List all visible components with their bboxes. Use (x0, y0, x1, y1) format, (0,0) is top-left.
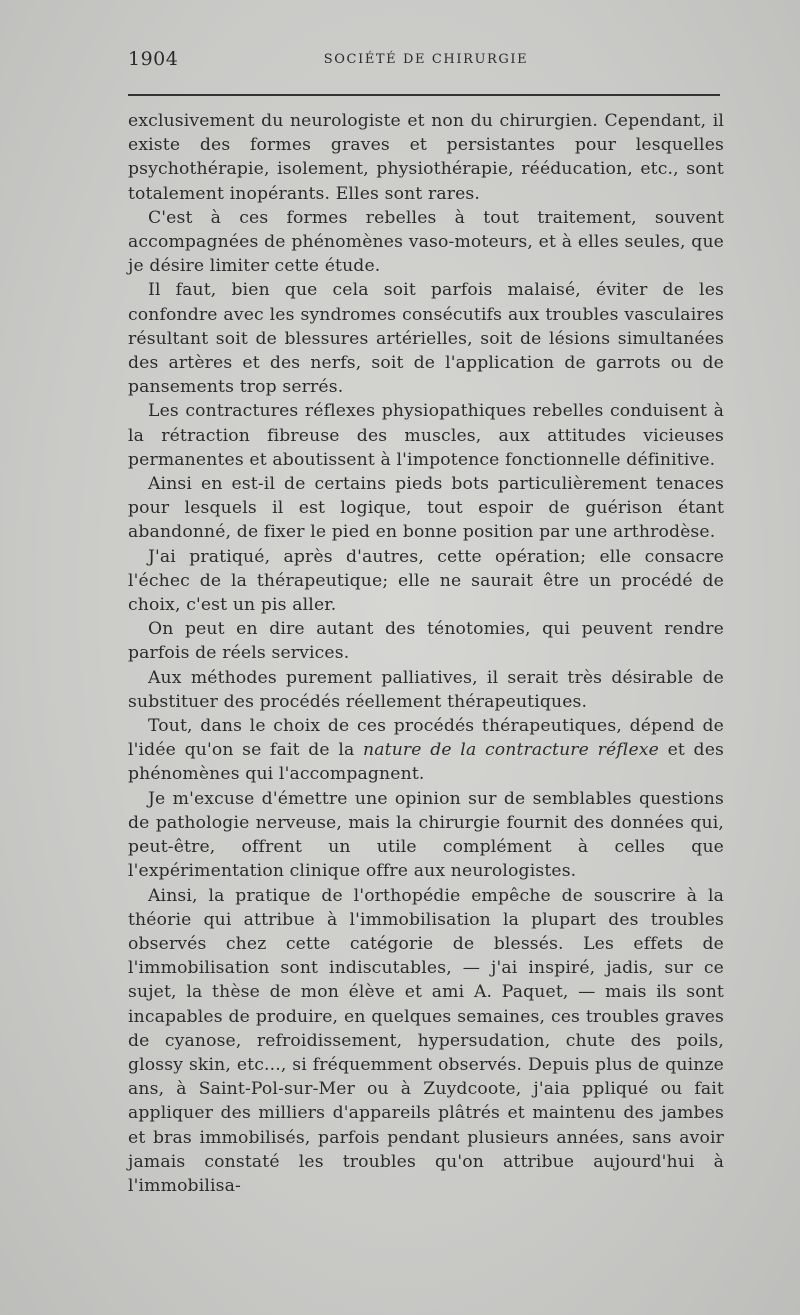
paragraph-4: Les contractures réflexes physiopathiques rebelles conduisent à la rétraction fibreuse des muscles, aux attitudes vicieuses permanentes et aboutissent à l'impotence fonctionnelle définitive. (128, 401, 724, 470)
paragraph-10: Je m'excuse d'émettre une opinion sur de semblables questions de pathologie nerveuse, mais la chirurgie fournit des données qui, peut-être, offrent un utile complément à celles que l'expérimentation clinique offre aux neurologistes. (128, 788, 724, 882)
paragraph-6: J'ai pratiqué, après d'autres, cette opération; elle consacre l'échec de la thérapeutique; elle ne saurait être un procédé de choix, c'est un pis aller. (128, 546, 724, 616)
paragraph-9-italic: nature de la contracture réflexe (363, 740, 659, 761)
paragraph-2: C'est à ces formes rebelles à tout traitement, souvent accompagnées de phénomènes vaso-moteurs, et à elles seules, que je désire limiter cette étude. (128, 207, 724, 277)
paragraph-1: exclusivement du neurologiste et non du chirurgien. Cependant, il existe des formes graves et persistantes pour lesquelles psychothérapie, isolement, physiothérapie, rééducation, etc., sont totalement inopérants. Elles sont rares. (128, 111, 724, 204)
paragraph-7: On peut en dire autant des ténotomies, qui peuvent rendre parfois de réels services. (128, 619, 724, 664)
paragraph-3: Il faut, bien que cela soit parfois malaisé, éviter de les confondre avec les syndromes consécutifs aux troubles vasculaires résultant soit de blessures artérielles, soit de lésions simultanées des artères et des nerfs, soit de l'application de garrots ou de pansements trop serrés. (128, 280, 724, 398)
paragraph-9-before: Tout, dans le choix de ces procédés thérapeutiques, dépend de l'idée qu'on se fait de la (128, 716, 724, 761)
paragraph-5: Ainsi en est-il de certains pieds bots particulièrement tenaces pour lesquels il est logique, tout espoir de guérison étant abandonné, de fixer le pied en bonne position par une arthrodèse. (128, 474, 724, 543)
page-header (128, 48, 724, 74)
running-title: SOCIÉTÉ DE CHIRURGIE (323, 52, 529, 67)
paragraph-9-after: et des phénomènes qui l'accompagnent. (128, 740, 724, 785)
page-number: 1904 (128, 48, 179, 70)
paragraph-11: Ainsi, la pratique de l'orthopédie empêche de souscrire à la théorie qui attribue à l'immobilisation la plupart des troubles observés chez cette catégorie de blessés. Les effets de l'immobilisation sont indiscutables, — j'ai inspiré, jadis, sur ce sujet, la thèse de mon élève et ami A. Paquet, — mais ils sont incapables de produire, en quelques semaines, ces troubles graves de cyanose, refroidissement, hypersudation, chute des poils, glossy skin, etc..., si fréquemment observés. Depuis plus de quinze ans, à Saint-Pol-sur-Mer ou à Zuydcoote, j'aia ppliqué ou fait appliquer des milliers d'appareils plâtrés et maintenu des jambes et bras immobilisés, parfois pendant plusieurs années, sans avoir jamais constaté les troubles qu'on attribue aujourd'hui à l'immobilisa- (128, 885, 724, 1196)
header-rule (128, 94, 720, 96)
paragraph-9 (128, 714, 724, 787)
body-text (128, 109, 724, 1198)
paragraph-8: Aux méthodes purement palliatives, il serait très désirable de substituer des procédés réellement thérapeutiques. (128, 667, 724, 712)
